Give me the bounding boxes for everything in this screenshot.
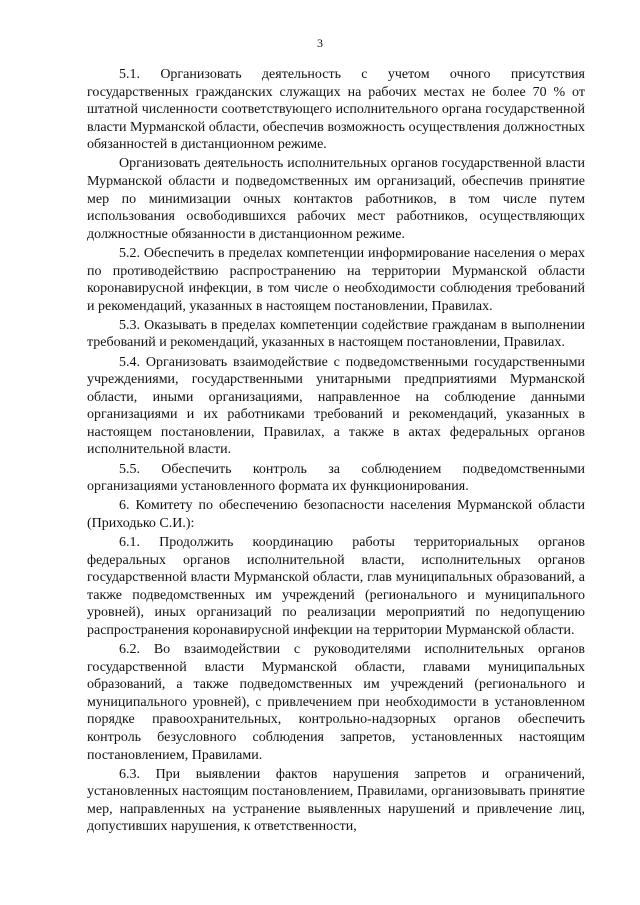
paragraph-5-1: 5.1. Организовать деятельность с учетом очного присутствия государственных гражданских служащих на рабочих местах не более 70 % от штатной численности соответствующего исполнительного органа государственной власти Мурманской области, обеспечив возможность осуществления должностных обязанностей в дистанционном режиме.	[87, 67, 585, 153]
paragraph-5-4: 5.4. Организовать взаимодействие с подведомственными государственными учреждениями, государственными унитарными предприятиями Мурманской области, иными организациями, направленное на соблюдение данными организациями и их работниками требований и рекомендаций, указанных в настоящем постановлении, Правилах, а также в актах федеральных органов исполнительной власти.	[87, 354, 585, 458]
paragraph-6-3: 6.3. При выявлении фактов нарушения запретов и ограничений, установленных настоящим постановлением, Правилами, организовывать принятие мер, направленных на устранение выявленных нарушений и привлечение лиц, допустивших нарушения, к ответственности,	[87, 766, 585, 835]
paragraph-5-2: 5.2. Обеспечить в пределах компетенции информирование населения о мерах по противодействию распространению на территории Мурманской области коронавирусной инфекции, в том числе о необходимости соблюдения требований и рекомендаций, указанных в настоящем постановлении, Правилах.	[87, 245, 585, 314]
paragraph-6-2: 6.2. Во взаимодействии с руководителями исполнительных органов государственной власти Мурманской области, главами муниципальных образований, а также подведомственных им учреждений (регионального и муниципального уровней), с привлечением при необходимости в установленном порядке правоохранительных, контрольно-надзорных органов обеспечить контроль безусловного соблюдения запретов, установленных настоящим постановлением, Правилами.	[87, 642, 585, 763]
document-body	[87, 66, 585, 838]
paragraph-6-1: 6.1. Продолжить координацию работы территориальных органов федеральных органов исполнительной власти, исполнительных органов государственной власти Мурманской области, глав муниципальных образований, а также подведомственных им учреждений (регионального и муниципального уровней), иных организаций по реализации мероприятий по недопущению распространения коронавирусной инфекции на территории Мурманской области.	[87, 534, 585, 638]
paragraph-5-1-continuation: Организовать деятельность исполнительных органов государственной власти Мурманской области и подведомственных им организаций, обеспечив принятие мер по минимизации очных контактов работников, в том числе путем использования освободившихся рабочих мест работников, осуществляющих должностные обязанности в дистанционном режиме.	[87, 156, 585, 242]
paragraph-5-5: 5.5. Обеспечить контроль за соблюдением подведомственными организациями установленного формата их функционирования.	[87, 461, 585, 495]
paragraph-6: 6. Комитету по обеспечению безопасности населения Мурманской области (Приходько С.И.):	[87, 498, 585, 531]
paragraph-5-3: 5.3. Оказывать в пределах компетенции содействие гражданам в выполнении требований и рекомендаций, указанных в настоящем постановлении, Правилах.	[87, 317, 585, 351]
page-number: 3	[317, 36, 323, 50]
